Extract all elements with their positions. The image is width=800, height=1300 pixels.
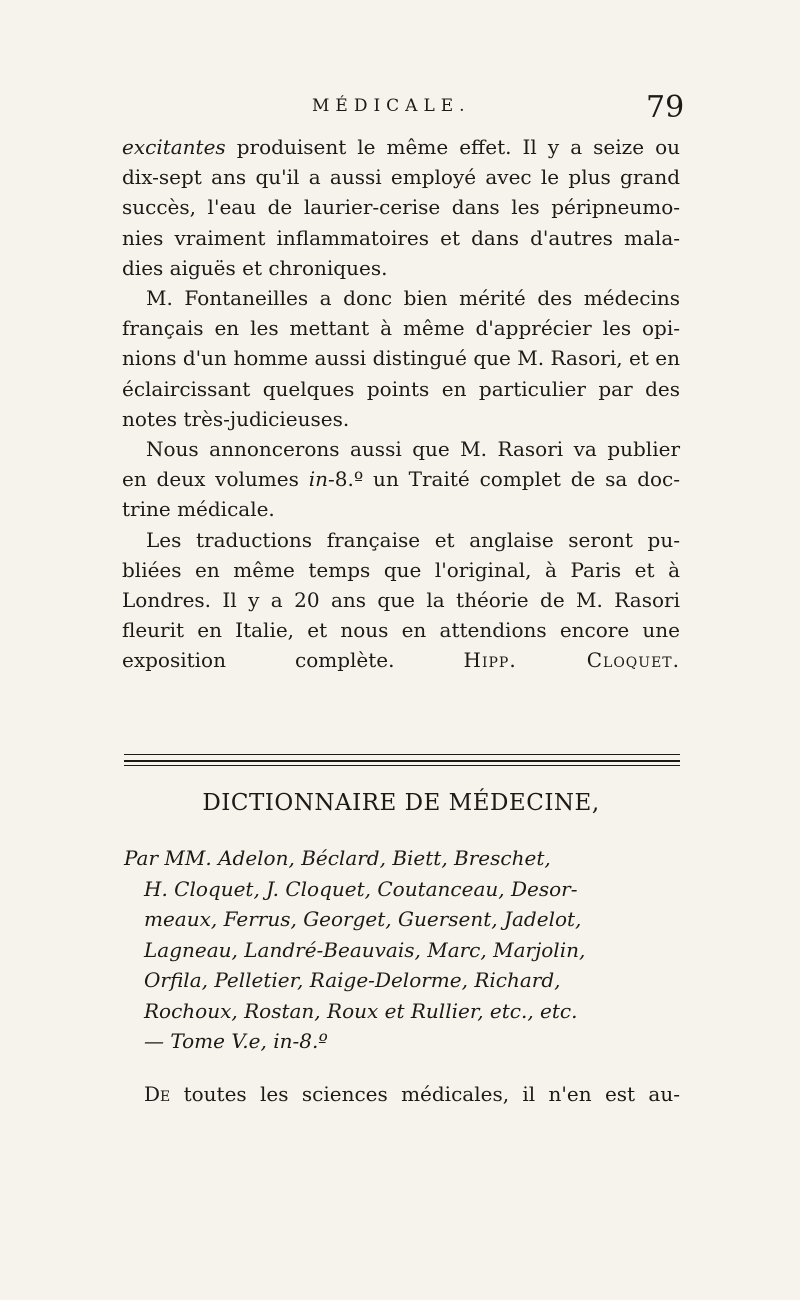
text-line: nies vraiment inflammatoires et dans d'autres mala- (122, 225, 680, 250)
author-line: meaux, Ferrus, Georget, Guersent, Jadelot, (144, 907, 582, 931)
continuing-text-line (144, 1082, 680, 1106)
text-fragment: en deux volumes (122, 467, 309, 492)
paragraph-2 (122, 283, 680, 434)
running-head: MÉDICALE. (312, 96, 471, 116)
author-line: Orfila, Pelletier, Raige-Delorme, Richard, (144, 968, 561, 992)
text-line: succès, l'eau de laurier-cerise dans les péripneumo- (122, 195, 680, 220)
drop-word: De (144, 1082, 171, 1106)
page-number: 79 (646, 90, 685, 125)
text-line: Londres. Il y a 20 ans que la théorie de M. Rasori (122, 588, 680, 613)
author-list (124, 843, 680, 1057)
text-line: dix-sept ans qu'il a aussi employé avec le plus grand (122, 165, 680, 190)
text-line: Nous annoncerons aussi que M. Rasori va publier (146, 437, 680, 462)
text-line: fleurit en Italie, et nous en attendions encore une (122, 618, 680, 643)
article-body (122, 132, 680, 676)
paragraph-3 (122, 434, 680, 525)
text-line: en éclaircissant quelques points en particulier par des (122, 346, 680, 401)
paragraph-1 (122, 132, 680, 283)
text-line (122, 135, 680, 159)
text-fragment: produisent le même effet. Il y a seize ou (225, 135, 680, 159)
text-line (122, 467, 680, 491)
section-divider-middle (124, 760, 680, 762)
text-line: Les traductions française et anglaise seront pu- (146, 527, 680, 552)
text-line: nions d'un homme aussi distingué que M. Rasori, et (122, 346, 649, 371)
text-line: M. Fontaneilles a donc bien mérité des médecins (146, 286, 680, 311)
text-line: bliées en même temps que l'original, à Paris et à (122, 557, 680, 582)
paragraph-4 (122, 525, 680, 676)
text-line: trine médicale. (122, 497, 275, 522)
author-line: Lagneau, Landré-Beauvais, Marc, Marjolin, (144, 937, 586, 962)
author-signature: Hipp. Cloquet. (463, 648, 681, 673)
italic-word: in (308, 467, 328, 492)
text-line: notes très-judicieuses. (122, 406, 350, 431)
text-line: dies aiguës et chroniques. (122, 255, 388, 280)
volume-info: — Tome V.e, in-8.º (144, 1029, 328, 1053)
italic-word: excitantes (122, 135, 226, 159)
section-divider-top (124, 754, 680, 755)
section-divider-bottom (124, 765, 680, 766)
text-fragment: -8.º un Traité complet de sa doc- (327, 467, 680, 492)
section-title: DICTIONNAIRE DE MÉDECINE, (202, 790, 600, 816)
author-line: H. Cloquet, J. Cloquet, Coutanceau, Desor- (144, 876, 578, 901)
text-line: français en les mettant à même d'apprécier les opi- (122, 316, 680, 341)
text-line: exposition complète. (122, 648, 395, 673)
author-line: Par MM. Adelon, Béclard, Biett, Breschet, (124, 846, 551, 870)
text-fragment: toutes les sciences médicales, il n'en est au- (170, 1082, 680, 1106)
author-line: Rochoux, Rostan, Roux et Rullier, etc., etc. (144, 998, 578, 1023)
